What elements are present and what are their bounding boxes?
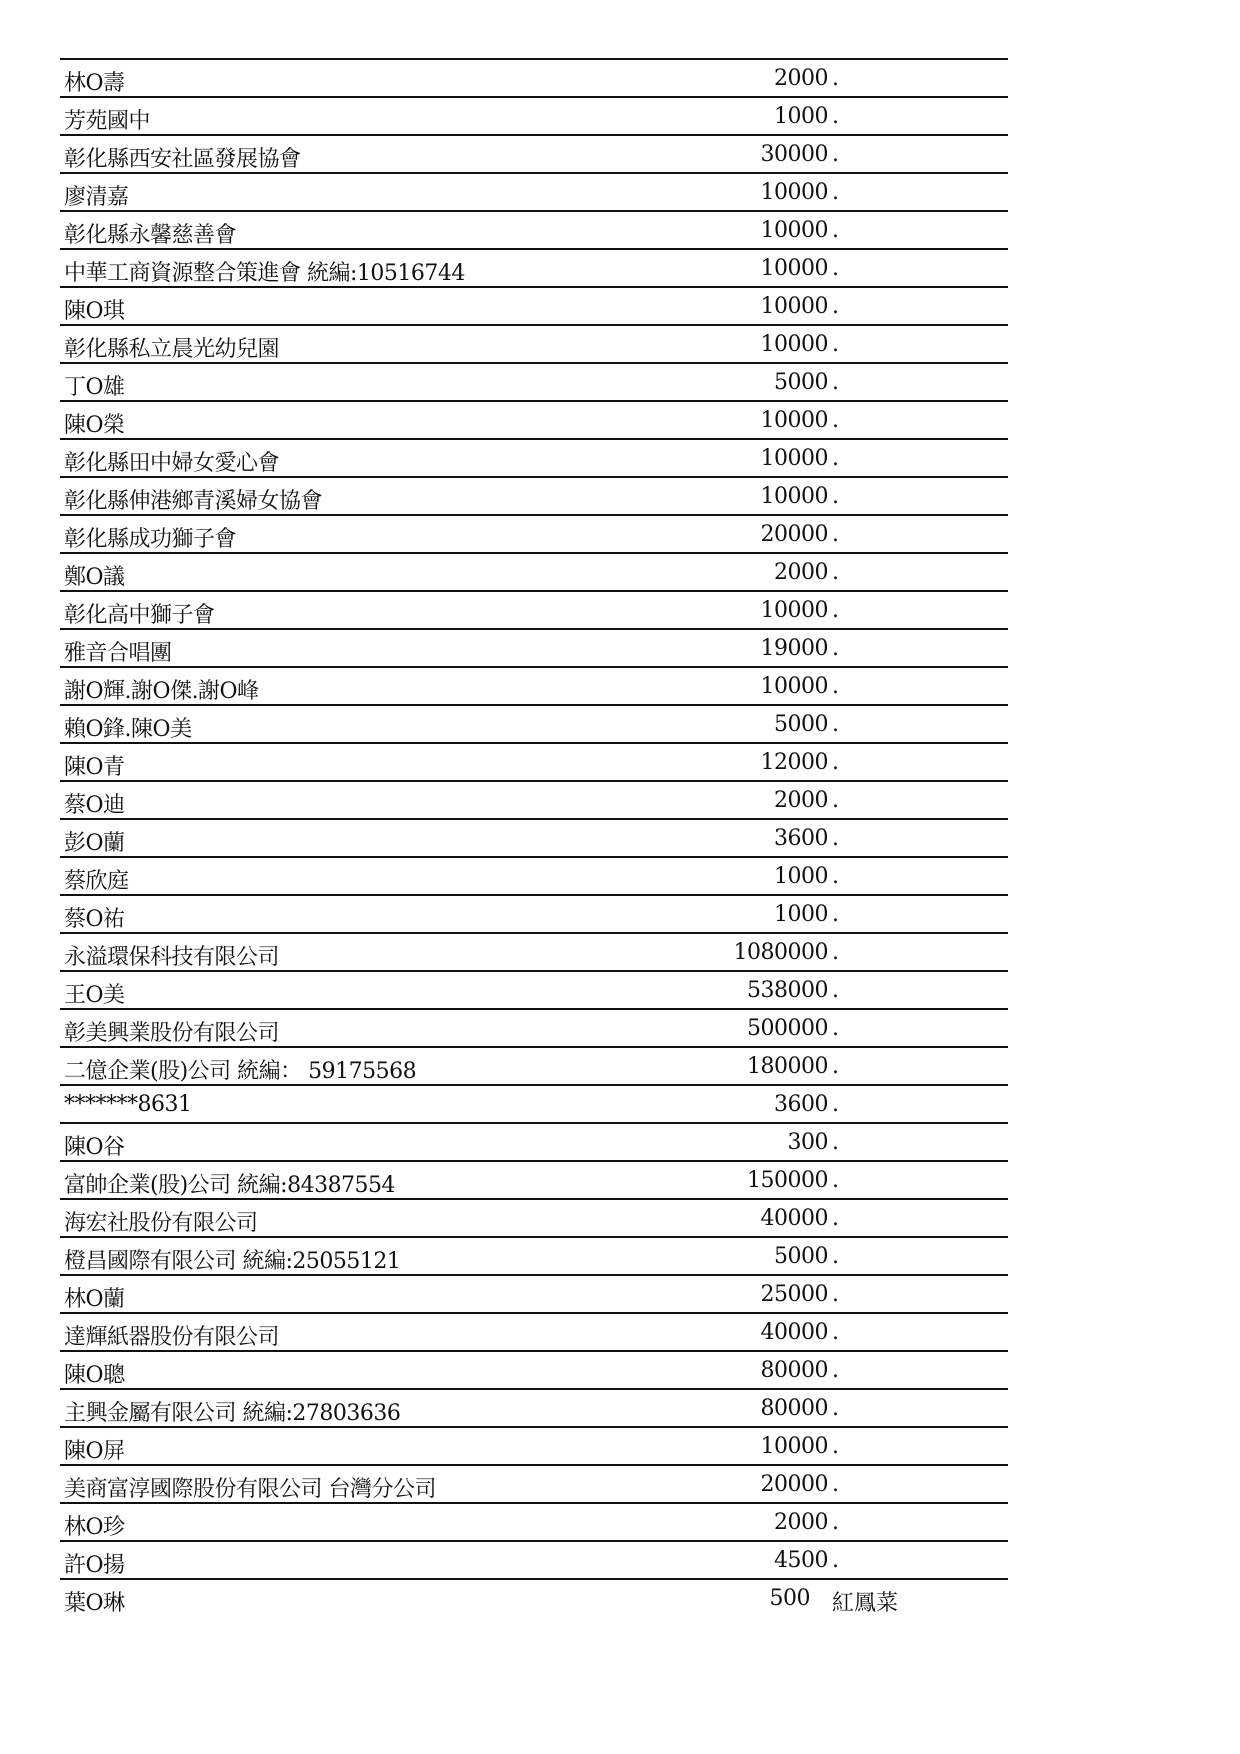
donation-amount: 20000 <box>760 522 828 547</box>
donor-name: 林O珍 <box>64 1515 125 1540</box>
amount-suffix: . <box>832 1016 839 1041</box>
donation-amount: 538000 <box>747 978 828 1003</box>
donation-amount: 19000 <box>760 636 828 661</box>
donor-name: 林O壽 <box>64 71 125 96</box>
donation-amount: 180000 <box>747 1054 828 1079</box>
donation-amount: 25000 <box>760 1282 828 1307</box>
donation-amount: 1000 <box>774 864 828 889</box>
donation-amount: 10000 <box>760 408 828 433</box>
amount-suffix: . <box>832 978 839 1003</box>
donor-name: 彰化縣田中婦女愛心會 <box>64 451 280 476</box>
amount-suffix: . <box>832 864 839 889</box>
table-row <box>60 1388 1008 1426</box>
donor-name: 主興金屬有限公司 統編:27803636 <box>64 1401 401 1426</box>
table-row <box>60 970 1008 1008</box>
donation-amount: 30000 <box>760 142 828 167</box>
donor-name: 陳O榮 <box>64 413 125 438</box>
table-row <box>60 742 1008 780</box>
amount-suffix: . <box>832 1320 839 1345</box>
table-row <box>60 818 1008 856</box>
donor-name: 蔡欣庭 <box>64 869 129 894</box>
donor-name: 廖清嘉 <box>64 185 129 210</box>
donor-name: 林O蘭 <box>64 1287 125 1312</box>
amount-suffix: . <box>832 142 839 167</box>
table-row <box>60 1274 1008 1312</box>
amount-suffix: . <box>832 560 839 585</box>
table-row <box>60 1046 1008 1084</box>
donation-amount: 300 <box>787 1130 828 1155</box>
table-row <box>60 400 1008 438</box>
table-row <box>60 1464 1008 1502</box>
donor-name: 達輝紙器股份有限公司 <box>64 1325 280 1350</box>
donation-amount: 80000 <box>760 1396 828 1421</box>
donor-name: 丁O雄 <box>64 375 125 400</box>
donation-amount: 5000 <box>774 1244 828 1269</box>
donation-amount: 10000 <box>760 1434 828 1459</box>
amount-suffix: . <box>832 484 839 509</box>
amount-suffix: . <box>832 1244 839 1269</box>
donor-name: 雅音合唱團 <box>64 641 172 666</box>
table-row <box>60 172 1008 210</box>
donation-amount: 10000 <box>760 218 828 243</box>
amount-suffix: . <box>832 750 839 775</box>
table-row <box>60 894 1008 932</box>
donation-amount: 2000 <box>774 560 828 585</box>
table-row <box>60 1084 1008 1122</box>
table-row <box>60 552 1008 590</box>
amount-suffix: . <box>832 218 839 243</box>
table-row <box>60 1540 1008 1578</box>
donation-list <box>60 58 1008 1616</box>
table-row <box>60 476 1008 514</box>
donor-name: 謝O輝.謝O傑.謝O峰 <box>64 679 259 704</box>
table-row <box>60 628 1008 666</box>
table-row <box>60 932 1008 970</box>
table-row <box>60 210 1008 248</box>
donation-amount: 5000 <box>774 370 828 395</box>
amount-suffix: . <box>832 940 839 965</box>
table-row <box>60 1236 1008 1274</box>
donation-amount: 1000 <box>774 104 828 129</box>
amount-suffix: . <box>832 66 839 91</box>
donor-name: 蔡O祐 <box>64 907 125 932</box>
table-row <box>60 324 1008 362</box>
table-row <box>60 666 1008 704</box>
amount-suffix: . <box>832 902 839 927</box>
donor-name: 彰化縣西安社區發展協會 <box>64 147 301 172</box>
donor-name: 芳苑國中 <box>64 109 151 134</box>
amount-suffix: . <box>832 712 839 737</box>
amount-suffix: . <box>832 1472 839 1497</box>
table-row <box>60 1426 1008 1464</box>
donor-name: 富帥企業(股)公司 統編:84387554 <box>64 1173 396 1198</box>
donation-amount: 5000 <box>774 712 828 737</box>
donation-amount: 12000 <box>760 750 828 775</box>
donor-name: 永溢環保科技有限公司 <box>64 945 280 970</box>
amount-suffix: . <box>832 636 839 661</box>
donation-amount: 1080000 <box>733 940 828 965</box>
amount-suffix: . <box>832 294 839 319</box>
amount-suffix: . <box>832 104 839 129</box>
donation-amount: 10000 <box>760 674 828 699</box>
donor-name: 陳O谷 <box>64 1135 125 1160</box>
donation-amount: 2000 <box>774 788 828 813</box>
donor-name: 彰美興業股份有限公司 <box>64 1021 280 1046</box>
amount-suffix: . <box>832 788 839 813</box>
donor-name: 彰化縣伸港鄉青溪婦女協會 <box>64 489 323 514</box>
donor-name: 二億企業(股)公司 統編： 59175568 <box>64 1059 417 1084</box>
table-row <box>60 704 1008 742</box>
amount-suffix: . <box>832 332 839 357</box>
donation-amount: 40000 <box>760 1320 828 1345</box>
table-row <box>60 1350 1008 1388</box>
amount-suffix: . <box>832 1168 839 1193</box>
donor-name: 鄭O議 <box>64 565 125 590</box>
donation-amount: 10000 <box>760 598 828 623</box>
amount-suffix: . <box>832 522 839 547</box>
amount-suffix: . <box>832 1054 839 1079</box>
donation-amount: 40000 <box>760 1206 828 1231</box>
donor-name: 王O美 <box>64 983 125 1008</box>
amount-suffix: . <box>832 1548 839 1573</box>
donation-amount: 500000 <box>747 1016 828 1041</box>
amount-suffix: . <box>832 598 839 623</box>
amount-suffix: . <box>832 1434 839 1459</box>
donation-amount: 10000 <box>760 484 828 509</box>
donor-name: 彰化縣私立晨光幼兒園 <box>64 337 280 362</box>
donation-amount: 4500 <box>774 1548 828 1573</box>
table-row <box>60 514 1008 552</box>
table-row <box>60 1008 1008 1046</box>
table-row <box>60 248 1008 286</box>
donor-name: 賴O鋒.陳O美 <box>64 717 192 742</box>
donation-amount: 2000 <box>774 66 828 91</box>
donor-name: 彰化縣永馨慈善會 <box>64 223 237 248</box>
table-row <box>60 590 1008 628</box>
table-row <box>60 1122 1008 1160</box>
donor-name: *******8631 <box>64 1092 192 1117</box>
donor-name: 美商富淳國際股份有限公司 台灣分公司 <box>64 1477 436 1502</box>
donor-name: 蔡O迪 <box>64 793 125 818</box>
amount-suffix: . <box>832 1510 839 1535</box>
donation-amount: 3600 <box>774 826 828 851</box>
donation-amount: 10000 <box>760 180 828 205</box>
donation-amount: 10000 <box>760 294 828 319</box>
donor-name: 陳O琪 <box>64 299 125 324</box>
table-row <box>60 1312 1008 1350</box>
amount-suffix: . <box>832 180 839 205</box>
amount-suffix: . <box>832 1130 839 1155</box>
table-row <box>60 1160 1008 1198</box>
table-row <box>60 1198 1008 1236</box>
table-row <box>60 362 1008 400</box>
amount-suffix: . <box>832 1092 839 1117</box>
table-row <box>60 1502 1008 1540</box>
donation-amount: 2000 <box>774 1510 828 1535</box>
donor-name: 海宏社股份有限公司 <box>64 1211 258 1236</box>
table-row <box>60 1578 1008 1616</box>
amount-suffix: . <box>832 1358 839 1383</box>
donor-name: 陳O聰 <box>64 1363 125 1388</box>
donor-name: 彭O蘭 <box>64 831 125 856</box>
donor-name: 中華工商資源整合策進會 統編:10516744 <box>64 261 465 286</box>
amount-suffix: . <box>832 1206 839 1231</box>
donation-amount: 1000 <box>774 902 828 927</box>
donor-name: 彰化高中獅子會 <box>64 603 215 628</box>
amount-suffix: . <box>832 256 839 281</box>
donor-name: 陳O青 <box>64 755 125 780</box>
table-row <box>60 438 1008 476</box>
amount-suffix: . <box>832 1396 839 1421</box>
amount-suffix: . <box>832 674 839 699</box>
amount-suffix: . <box>832 408 839 433</box>
amount-suffix: . <box>832 370 839 395</box>
donor-name: 許O揚 <box>64 1553 125 1578</box>
donation-amount: 3600 <box>774 1092 828 1117</box>
table-row <box>60 58 1008 96</box>
donation-amount: 80000 <box>760 1358 828 1383</box>
table-row <box>60 286 1008 324</box>
donor-name: 彰化縣成功獅子會 <box>64 527 237 552</box>
donation-amount: 10000 <box>760 332 828 357</box>
donor-name: 橙昌國際有限公司 統編:25055121 <box>64 1249 401 1274</box>
donor-name: 陳O屏 <box>64 1439 125 1464</box>
table-row <box>60 96 1008 134</box>
donation-amount: 20000 <box>760 1472 828 1497</box>
donor-name: 葉O琳 <box>64 1591 125 1616</box>
table-row <box>60 780 1008 818</box>
amount-suffix: . <box>832 1282 839 1307</box>
donation-amount: 10000 <box>760 256 828 281</box>
table-row <box>60 856 1008 894</box>
donation-amount: 10000 <box>760 446 828 471</box>
donation-amount: 150000 <box>747 1168 828 1193</box>
donation-note: 紅鳳菜 <box>832 1591 899 1616</box>
amount-suffix: . <box>832 446 839 471</box>
amount-suffix: . <box>832 826 839 851</box>
donation-amount: 500 <box>769 1586 810 1611</box>
table-row <box>60 134 1008 172</box>
